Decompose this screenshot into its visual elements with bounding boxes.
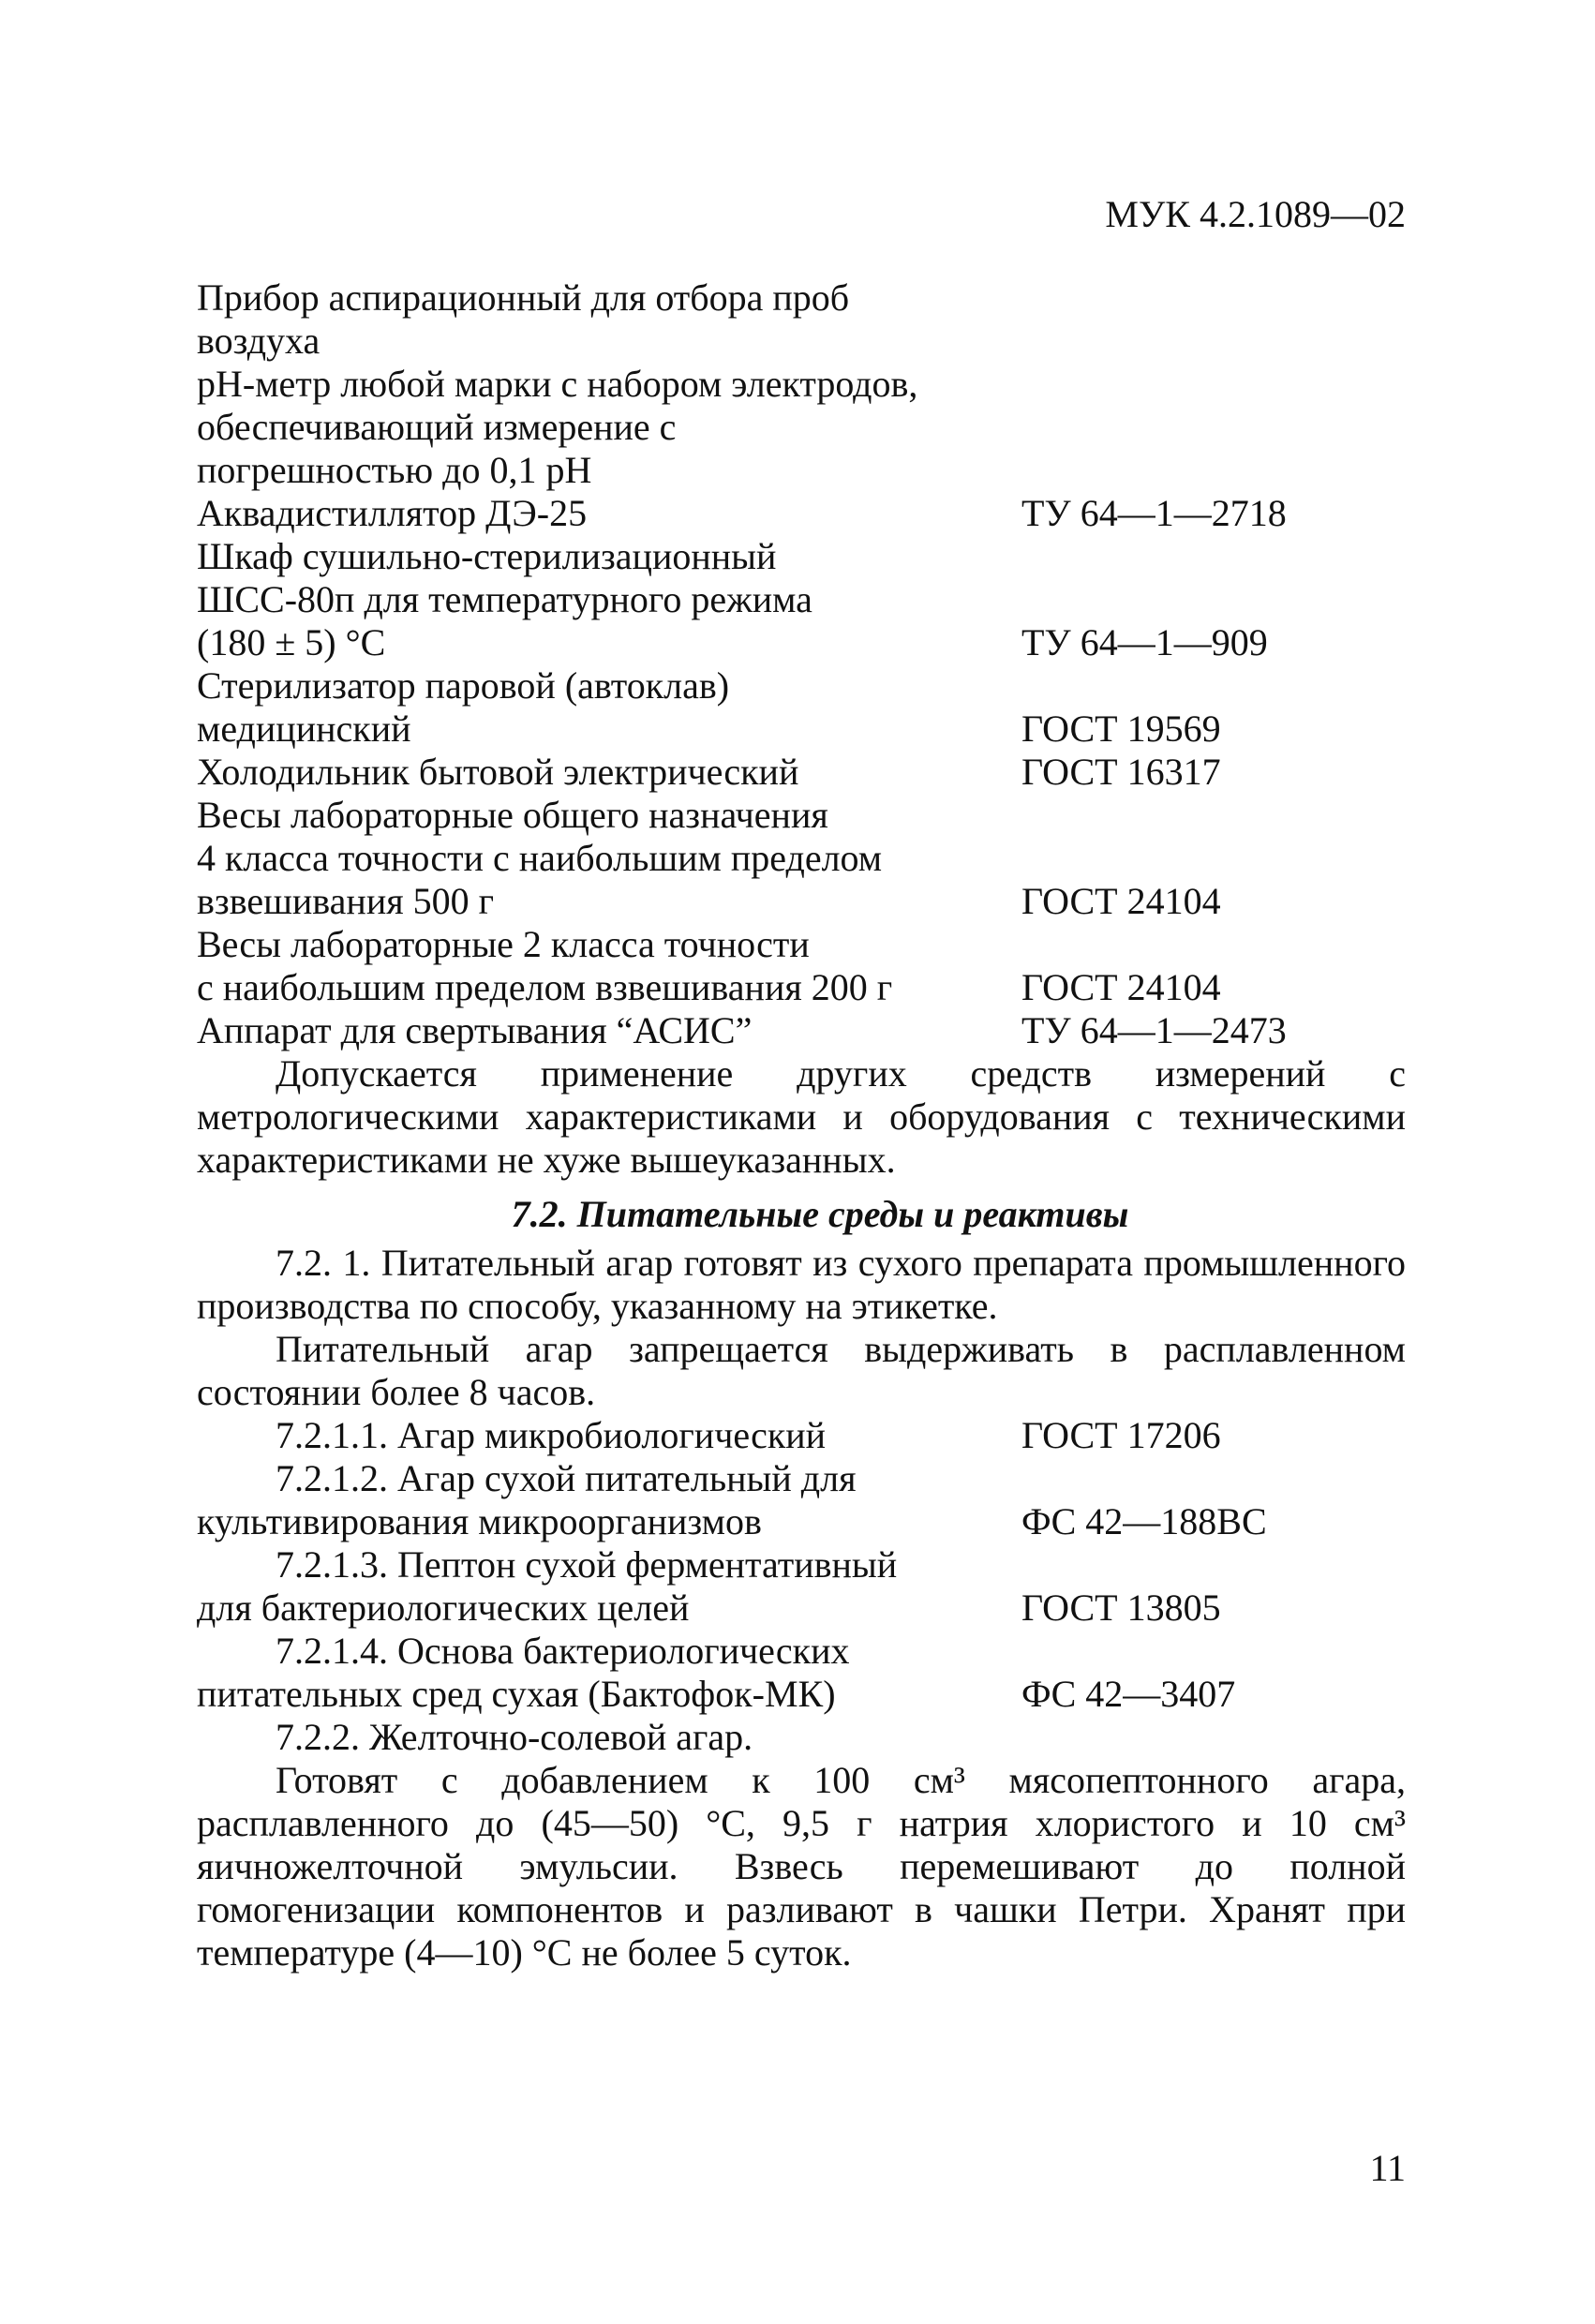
document-code-header: МУК 4.2.1089—02: [1105, 193, 1406, 235]
equipment-name: [197, 492, 1021, 535]
media-name: [197, 1457, 1021, 1543]
page-number: 11: [1369, 2147, 1406, 2189]
equipment-name-line: обеспечивающий измерение с: [197, 406, 677, 448]
equipment-standard: ТУ 64—1—2473: [1021, 1009, 1287, 1051]
media-name-first-line: 7.2.1.3. Пептон сухой ферментативный: [276, 1543, 898, 1586]
media-name-first-line: 7.2.1.2. Агар сухой питательный для: [276, 1457, 857, 1499]
equipment-standard: ГОСТ 16317: [1021, 751, 1221, 793]
equipment-name-line: (180 ± 5) °С: [197, 621, 386, 663]
equipment-row: [197, 492, 1406, 535]
equipment-name: [197, 664, 1021, 751]
equipment-name-line: Аквадистиллятор ДЭ-25: [197, 492, 588, 534]
equipment-row: [197, 276, 1406, 363]
equipment-name-line: погрешностью до 0,1 рН: [197, 449, 592, 491]
page-content: [197, 276, 1406, 1974]
equipment-standard: ГОСТ 19569: [1021, 708, 1221, 750]
paragraph-agar-note: Питательный агар запрещается выдерживать в расплавленном состоянии более 8 часов.: [197, 1328, 1406, 1413]
paragraph-7-2-2: 7.2.2. Желточно-солевой агар.: [276, 1716, 753, 1758]
media-row: [197, 1543, 1406, 1630]
media-name: [197, 1630, 1021, 1716]
equipment-name-line: взвешивания 500 г: [197, 880, 495, 922]
equipment-name-line: медицинский: [197, 708, 411, 750]
equipment-standard: ГОСТ 24104: [1021, 880, 1221, 922]
media-standard: ФС 42—3407: [1021, 1673, 1236, 1715]
equipment-row: [197, 363, 1406, 492]
media-name: [197, 1414, 1021, 1457]
equipment-name-line: с наибольшим пределом взвешивания 200 г: [197, 966, 893, 1008]
equipment-name-line: Шкаф сушильно-стерилизационный: [197, 535, 777, 577]
equipment-name: [197, 363, 1021, 492]
section-heading: 7.2. Питательные среды и реактивы: [511, 1193, 1129, 1235]
equipment-row: [197, 794, 1406, 923]
media-name-line: для бактериологических целей: [197, 1587, 690, 1629]
equipment-row: [197, 535, 1406, 664]
equipment-name-line: ШСС-80п для температурного режима: [197, 578, 812, 620]
equipment-row: [197, 1009, 1406, 1052]
equipment-name-line: Весы лабораторные 2 класса точности: [197, 923, 810, 965]
media-row: [197, 1630, 1406, 1716]
equipment-note: Допускается применение других средств измерений с метрологическими характеристиками и оборудования с техническими характеристиками не хуже вышеуказанных.: [197, 1052, 1406, 1181]
paragraph-7-2-1: 7.2. 1. Питательный агар готовят из сухого препарата промышленного производства по способу, указанному на этикетке.: [197, 1242, 1406, 1327]
equipment-standard: ТУ 64—1—909: [1021, 621, 1268, 663]
media-row: [197, 1414, 1406, 1457]
equipment-name: [197, 535, 1021, 664]
equipment-name: [197, 751, 1021, 794]
media-standard: ГОСТ 17206: [1021, 1414, 1221, 1456]
equipment-name: [197, 276, 1021, 363]
equipment-name-line: Холодильник бытовой электрический: [197, 751, 799, 793]
media-standard: ГОСТ 13805: [1021, 1587, 1221, 1629]
equipment-name-line: Весы лабораторные общего назначения: [197, 794, 828, 836]
equipment-name-line: Стерилизатор паровой (автоклав): [197, 664, 730, 707]
equipment-row: [197, 923, 1406, 1009]
equipment-name-line: воздуха: [197, 320, 320, 362]
equipment-standard: ТУ 64—1—2718: [1021, 492, 1287, 534]
media-name-line: культивирования микроорганизмов: [197, 1500, 762, 1542]
media-name-first-line: 7.2.1.4. Основа бактериологических: [276, 1630, 850, 1672]
equipment-name-line: 4 класса точности с наибольшим пределом: [197, 837, 883, 879]
paragraph-preparation: Готовят с добавлением к 100 см³ мясопептонного агара, расплавленного до (45—50) °С, 9,5 г натрия хлористого и 10 см³ яичножелточной эмульсии. Взвесь перемешивают до полной гомогенизации компонентов и разливают в чашки Петри. Хранят при температуре (4—10) °С не более 5 суток.: [197, 1759, 1406, 1974]
equipment-name: [197, 1009, 1021, 1052]
equipment-row: [197, 664, 1406, 751]
equipment-name-line: Аппарат для свертывания “АСИС”: [197, 1009, 753, 1051]
media-row: [197, 1457, 1406, 1543]
equipment-name: [197, 794, 1021, 923]
media-name-first-line: 7.2.1.1. Агар микробиологический: [276, 1414, 827, 1456]
equipment-row: [197, 751, 1406, 794]
media-name: [197, 1543, 1021, 1630]
media-standard: ФС 42—188ВС: [1021, 1500, 1267, 1542]
media-name-line: питательных сред сухая (Бактофок-МК): [197, 1673, 836, 1715]
equipment-name: [197, 923, 1021, 1009]
equipment-name-line: Прибор аспирационный для отбора проб: [197, 276, 850, 319]
equipment-standard: ГОСТ 24104: [1021, 966, 1221, 1008]
equipment-name-line: рН-метр любой марки с набором электродов,: [197, 363, 918, 405]
